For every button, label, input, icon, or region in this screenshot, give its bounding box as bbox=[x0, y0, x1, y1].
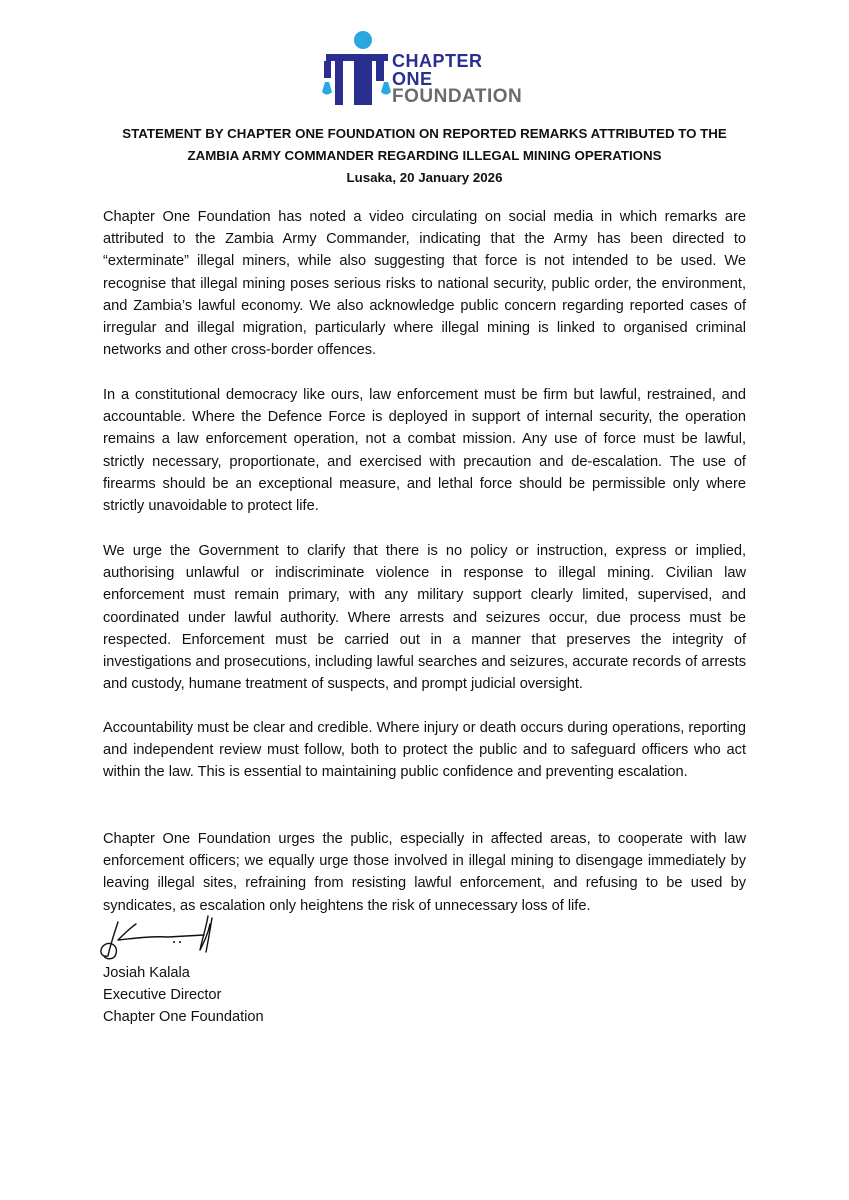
paragraph-4: Accountability must be clear and credible. Where injury or death occurs during operations, reporting and independent review must follow, both to protect the public and to safeguard officers who act within the law. This is essential to maintaining public confidence and preventing escalation. bbox=[103, 720, 746, 781]
handwritten-signature bbox=[96, 912, 226, 964]
heading-line-2: ZAMBIA ARMY COMMANDER REGARDING ILLEGAL MINING OPERATIONS bbox=[187, 148, 662, 163]
paragraph-3: We urge the Government to clarify that there is no policy or instruction, express or implied, authorising unlawful or indiscriminate violence in response to illegal mining. Civilian law enforcement must remain primary, with any military support clearly limited, supervised, and coordinated under lawful authority. Where arrests and seizures occur, due process must be respected. Enforcement must be carried out in a manner that preserves the integrity of investigations and prosecutions, including lawful searches and seizures, accurate records of arrests and custody, humane treatment of suspects, and prompt judicial oversight. bbox=[103, 543, 746, 693]
signatory-name: Josiah Kalala bbox=[103, 965, 190, 981]
paragraph-5: Chapter One Foundation urges the public, especially in affected areas, to cooperate with law enforcement officers; we equally urge those involved in illegal mining to disengage immediately by leaving illegal sites, refraining from resisting lawful enforcement, and refusing to be used by syndicates, as escalation only heightens the risk of unnecessary loss of life. bbox=[103, 831, 746, 914]
statement-heading bbox=[90, 123, 759, 189]
paragraph-2: In a constitutional democracy like ours, law enforcement must be firm but lawful, restrained, and accountable. Where the Defence Force is deployed in support of internal security, the operation remains a law enforcement operation, not a combat mission. Any use of force must be lawful, strictly necessary, proportionate, and exercised with precaution and de-escalation. The use of firearms should be an exceptional measure, and lethal force should be permissible only where strictly unavoidable to protect life. bbox=[103, 387, 746, 515]
logo-wordmark bbox=[392, 52, 522, 106]
scales-of-justice-icon bbox=[322, 30, 392, 108]
logo-line-chapter: CHAPTER bbox=[392, 51, 483, 71]
chapter-one-logo bbox=[322, 30, 567, 108]
logo-line-one: ONE bbox=[392, 69, 433, 89]
heading-date-line: Lusaka, 20 January 2026 bbox=[346, 170, 503, 185]
signatory-title: Executive Director bbox=[103, 987, 222, 1004]
paragraph-1: Chapter One Foundation has noted a video circulating on social media in which remarks are attributed to the Zambia Army Commander, indicating that the Army has been directed to “exterminate” illegal miners, while also suggesting that force is not intended to be used. We recognise that illegal mining poses serious risks to national security, public order, the environment, and Zambia’s lawful economy. We also acknowledge public concern regarding reported cases of irregular and illegal migration, particularly where illegal mining is linked to organised criminal networks and other cross-border offences. bbox=[103, 209, 746, 359]
logo-line-foundation: FOUNDATION bbox=[392, 86, 523, 107]
signatory-block bbox=[103, 962, 264, 1029]
heading-line-1: STATEMENT BY CHAPTER ONE FOUNDATION ON REPORTED REMARKS ATTRIBUTED TO THE bbox=[122, 126, 727, 141]
signatory-organisation: Chapter One Foundation bbox=[103, 1009, 264, 1026]
